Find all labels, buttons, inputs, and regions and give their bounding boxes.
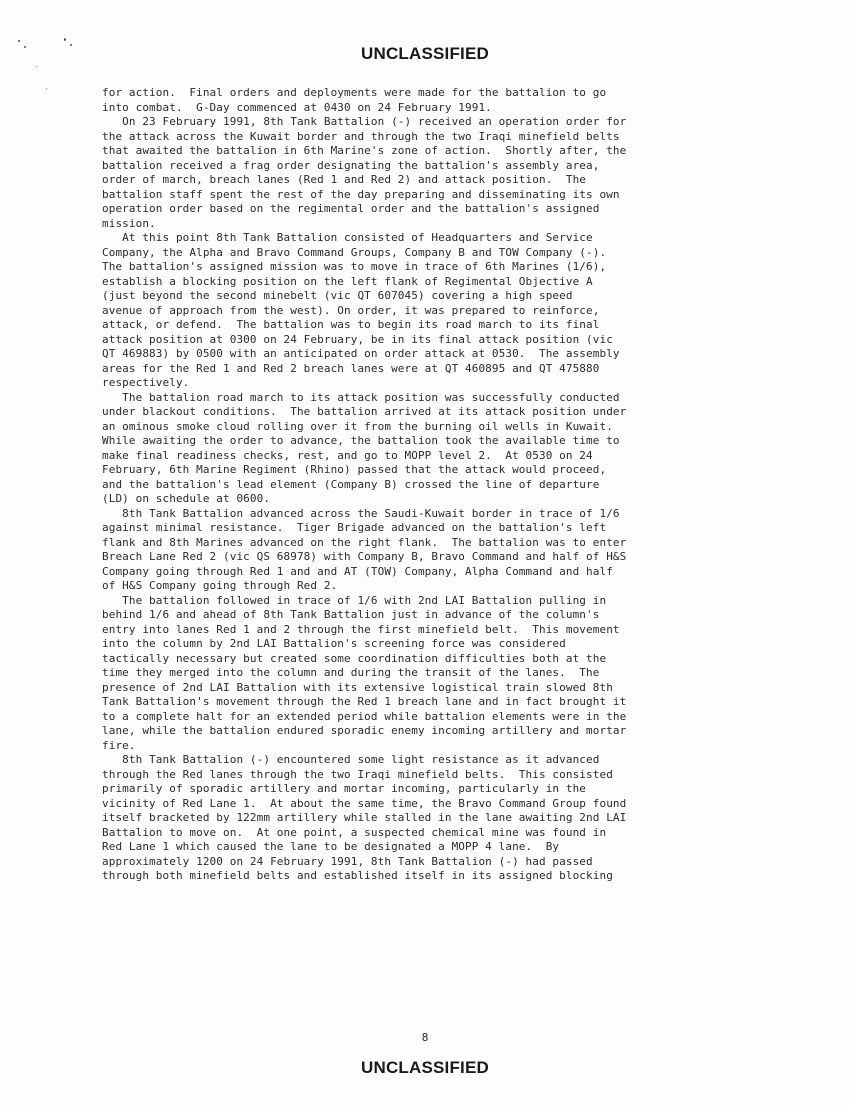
text-line: On 23 February 1991, 8th Tank Battalion (-) received an operation order for — [102, 115, 627, 128]
text-line: respectively. — [102, 376, 190, 389]
text-line: February, 6th Marine Regiment (Rhino) passed that the attack would proceed, — [102, 463, 607, 476]
text-line: flank and 8th Marines advanced on the right flank. The battalion was to enter — [102, 535, 627, 549]
text-line: under blackout conditions. The battalion arrived at its attack position under — [102, 405, 627, 418]
text-line: vicinity of Red Lane 1. At about the same time, the Bravo Command Group found — [102, 796, 627, 810]
scan-speck — [18, 40, 20, 42]
text-line: Red Lane 1 which caused the lane to be designated a MOPP 4 lane. By — [102, 840, 560, 853]
text-line: avenue of approach from the west). On order, it was prepared to reinforce, — [102, 303, 600, 317]
text-line: an ominous smoke cloud rolling over it from the burning oil wells in Kuwait. — [102, 419, 613, 433]
text-line: behind 1/6 and ahead of 8th Tank Battalion just in advance of the column's — [102, 608, 600, 621]
text-line: battalion staff spent the rest of the day preparing and disseminating its own — [102, 187, 620, 201]
text-line: against minimal resistance. Tiger Brigade advanced on the battalion's left — [102, 521, 607, 534]
text-line: of H&S Company going through Red 2. — [102, 579, 338, 592]
text-line: 8th Tank Battalion (-) encountered some light resistance as it advanced — [102, 753, 600, 766]
text-line: and the battalion's lead element (Company B) crossed the line of departure — [102, 477, 600, 491]
text-line: into combat. G-Day commenced at 0430 on 24 February 1991. — [102, 100, 492, 114]
text-line: (LD) on schedule at 0600. — [102, 492, 271, 505]
text-line: entry into lanes Red 1 and 2 through the first minefield belt. This movement — [102, 622, 620, 636]
text-line: fire. — [102, 738, 136, 752]
text-line: While awaiting the order to advance, the battalion took the available time to — [102, 434, 620, 447]
text-line: operation order based on the regimental order and the battalion's assigned — [102, 202, 600, 215]
text-line: mission. — [102, 216, 156, 230]
scan-speck — [36, 66, 37, 67]
text-line: order of march, breach lanes (Red 1 and Red 2) and attack position. The — [102, 173, 587, 186]
text-line: through both minefield belts and established itself in its assigned blocking — [102, 869, 613, 882]
text-line: lane, while the battalion endured sporadic enemy incoming artillery and mortar — [102, 724, 627, 737]
text-line: At this point 8th Tank Battalion consisted of Headquarters and Service — [102, 231, 593, 244]
text-line: battalion received a frag order designating the battalion's assembly area, — [102, 158, 600, 172]
text-line: attack position at 0300 on 24 February, be in its final attack position (vic — [102, 332, 613, 346]
text-line: through the Red lanes through the two Iraqi minefield belts. This consisted — [102, 767, 613, 781]
text-line: approximately 1200 on 24 February 1991, 8th Tank Battalion (-) had passed — [102, 854, 593, 868]
text-line: establish a blocking position on the left flank of Regimental Objective A — [102, 274, 593, 288]
text-line: The battalion followed in trace of 1/6 with 2nd LAI Battalion pulling in — [102, 593, 607, 607]
page-number: 8 — [421, 1031, 429, 1044]
text-line: The battalion road march to its attack position was successfully conducted — [102, 390, 620, 404]
text-line: Tank Battalion's movement through the Red 1 breach lane and in fact brought it — [102, 695, 627, 708]
text-line: that awaited the battalion in 6th Marine's zone of action. Shortly after, the — [102, 144, 627, 157]
text-line: Company going through Red 1 and and AT (TOW) Company, Alpha Command and half — [102, 564, 613, 578]
text-line: time they merged into the column and during the transit of the lanes. The — [102, 666, 600, 679]
text-line: to a complete halt for an extended period while battalion elements were in the — [102, 709, 627, 723]
text-line: (just beyond the second minebelt (vic QT 607045) covering a high speed — [102, 289, 573, 302]
text-line: Breach Lane Red 2 (vic QS 68978) with Company B, Bravo Command and half of H&S — [102, 550, 627, 563]
text-line: Battalion to move on. At one point, a suspected chemical mine was found in — [102, 825, 607, 839]
scan-speck — [64, 38, 66, 41]
classification-footer: UNCLASSIFIED — [360, 1058, 490, 1077]
text-line: Company, the Alpha and Bravo Command Groups, Company B and TOW Company (-). — [102, 245, 607, 259]
text-line: areas for the Red 1 and Red 2 breach lanes were at QT 460895 and QT 475880 — [102, 361, 600, 375]
body-text — [102, 86, 762, 884]
text-line: primarily of sporadic artillery and mortar incoming, particularly in the — [102, 782, 587, 795]
text-line: make final readiness checks, rest, and go to MOPP level 2. At 0530 on 24 — [102, 448, 593, 462]
text-line: presence of 2nd LAI Battalion with its extensive logistical train slowed 8th — [102, 680, 613, 694]
classification-header: UNCLASSIFIED — [360, 44, 490, 63]
text-line: for action. Final orders and deployments were made for the battalion to go — [102, 86, 607, 99]
text-line: The battalion's assigned mission was to move in trace of 6th Marines (1/6), — [102, 260, 607, 273]
text-line: tactically necessary but created some coordination difficulties both at the — [102, 651, 607, 665]
scan-speck — [46, 88, 47, 89]
text-line: 8th Tank Battalion advanced across the Saudi-Kuwait border in trace of 1/6 — [102, 506, 620, 520]
text-line: into the column by 2nd LAI Battalion's screening force was considered — [102, 637, 566, 650]
text-line: itself bracketed by 122mm artillery while stalled in the lane awaiting 2nd LAI — [102, 811, 627, 824]
text-line: the attack across the Kuwait border and through the two Iraqi minefield belts — [102, 129, 620, 143]
text-line: QT 469883) by 0500 with an anticipated on order attack at 0530. The assembly — [102, 347, 620, 360]
text-line: attack, or defend. The battalion was to begin its road march to its final — [102, 318, 600, 331]
